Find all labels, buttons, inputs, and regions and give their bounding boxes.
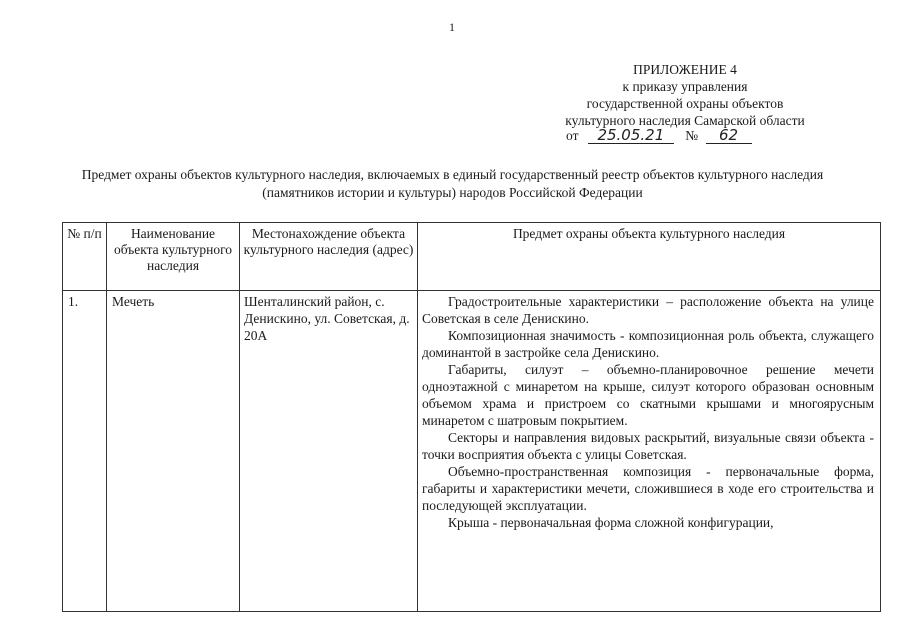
cell-subject	[418, 291, 881, 612]
table-row	[63, 291, 881, 612]
cell-location: Шенталинский район, с. Денискино, ул. Советская, д. 20А	[240, 291, 418, 612]
subject-paragraph: Секторы и направления видовых раскрытий, визуальные связи объекта - точки восприятия объекта с улицы Советская.	[422, 430, 874, 462]
appendix-block	[520, 61, 850, 129]
page-number: 1	[449, 20, 455, 34]
table-header-row	[63, 223, 881, 291]
header-location: Местонахождение объекта культурного наследия (адрес)	[240, 223, 418, 291]
subject-paragraph: Габариты, силуэт – объемно-планировочное решение мечети одноэтажной с минаретом на крыше, силуэт которого образован основным объемом храма и пристроем со скатными крышами и многоярусным минаретом с шатровым покрытием.	[422, 362, 874, 428]
order-date-number	[566, 128, 752, 144]
appendix-line-2: государственной охраны объектов	[586, 96, 784, 111]
header-num: № п/п	[63, 223, 107, 291]
subject-paragraph: Градостроительные характеристики – расположение объекта на улице Советская в селе Денискино.	[422, 294, 874, 326]
handwritten-number: 62	[706, 128, 752, 144]
appendix-line-1: к приказу управления	[622, 79, 748, 94]
cell-name: Мечеть	[107, 291, 240, 612]
subject-paragraph: Объемно-пространственная композиция - первоначальные форма, габариты и характеристики мечети, сложившиеся в ходе его строительства и последующей эксплуатации.	[422, 464, 874, 513]
cell-num: 1.	[63, 291, 107, 612]
from-label: от	[566, 128, 579, 143]
number-label: №	[685, 128, 699, 143]
subject-paragraph: Композиционная значимость - композиционная роль объекта, служащего доминантой в застройке села Денискино.	[422, 328, 874, 360]
document-title: Предмет охраны объектов культурного наследия, включаемых в единый государственный реестр объектов культурного наследия (памятников истории и культуры) народов Российской Федерации	[81, 167, 824, 200]
appendix-title: ПРИЛОЖЕНИЕ 4	[633, 62, 737, 77]
header-name: Наименование объекта культурного наследия	[107, 223, 240, 291]
subject-paragraph: Крыша - первоначальная форма сложной конфигурации,	[448, 515, 774, 530]
handwritten-date: 25.05.21	[588, 128, 674, 144]
heritage-table	[62, 222, 881, 612]
appendix-line-3: культурного наследия Самарской области	[565, 113, 805, 128]
header-subject: Предмет охраны объекта культурного наследия	[418, 223, 881, 291]
